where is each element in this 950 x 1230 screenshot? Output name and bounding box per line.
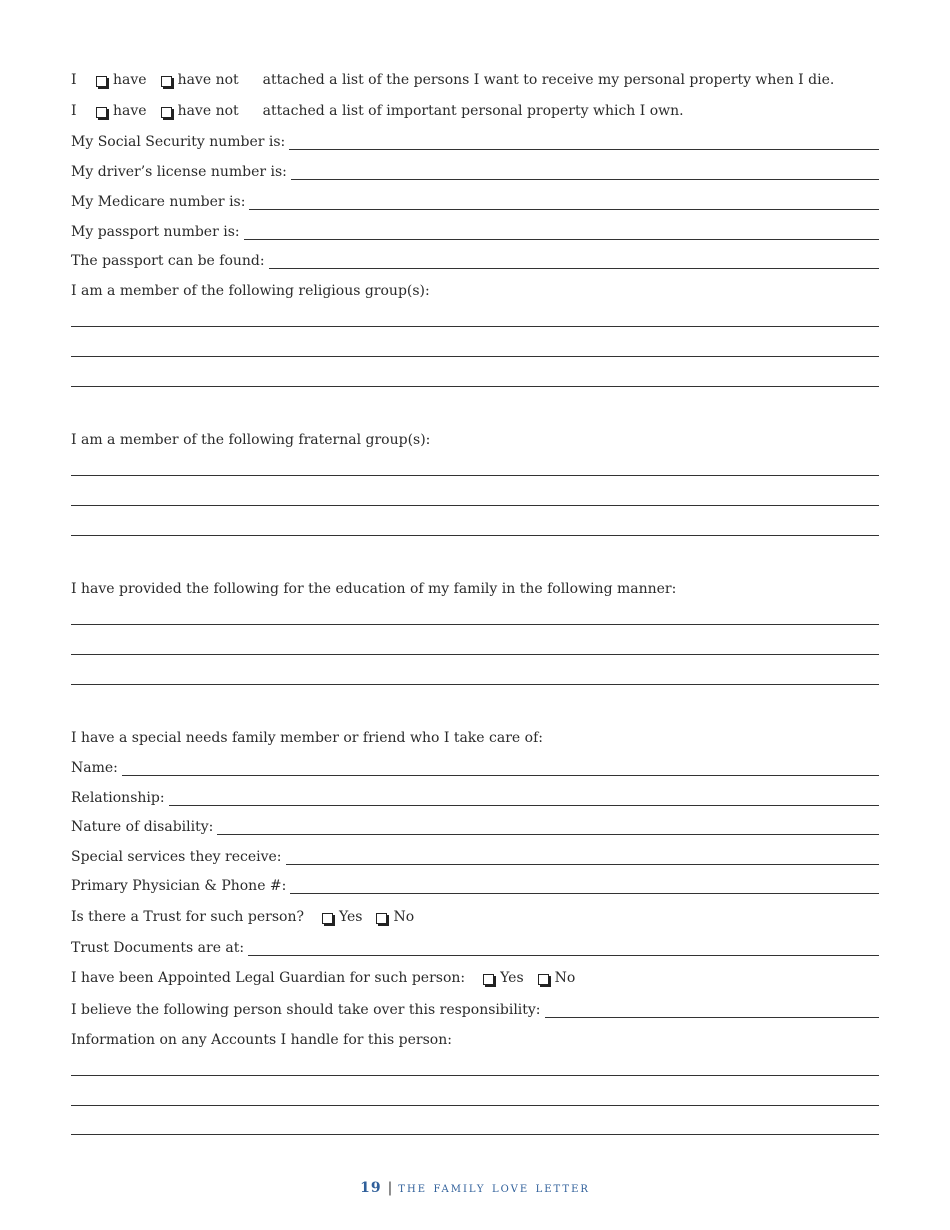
checkbox-icon — [161, 107, 172, 118]
education-line[interactable] — [71, 684, 879, 685]
have-label: have — [113, 72, 147, 88]
medicare-field[interactable] — [249, 195, 879, 210]
have-not-checkbox[interactable] — [161, 72, 239, 88]
successor-label: I believe the following person should take over this responsibility: — [71, 1002, 541, 1018]
physician-field[interactable] — [290, 879, 879, 894]
education-line[interactable] — [71, 654, 879, 655]
have-checkbox[interactable] — [96, 103, 147, 119]
medicare-row — [71, 188, 879, 210]
license-field[interactable] — [291, 165, 879, 180]
trust-question-row — [71, 903, 879, 925]
medicare-label: My Medicare number is: — [71, 194, 246, 210]
attach-property-text: attached a list of important personal property which I own. — [262, 103, 684, 119]
physician-label: Primary Physician & Phone #: — [71, 878, 287, 894]
have-checkbox[interactable] — [96, 72, 147, 88]
passport-row — [71, 218, 879, 240]
services-field[interactable] — [286, 850, 879, 865]
physician-row — [71, 872, 879, 894]
religious-line[interactable] — [71, 356, 879, 357]
have-not-label: have not — [177, 72, 239, 88]
fraternal-line[interactable] — [71, 505, 879, 506]
trust-no-checkbox[interactable] — [376, 909, 414, 925]
page-number: 19 — [360, 1180, 382, 1196]
checkbox-icon — [96, 76, 107, 87]
disability-field[interactable] — [217, 820, 879, 835]
guardian-no-checkbox[interactable] — [538, 970, 576, 986]
footer-separator: | — [387, 1180, 393, 1196]
trust-question: Is there a Trust for such person? — [71, 909, 304, 925]
pronoun: I — [71, 103, 77, 119]
relationship-row — [71, 784, 879, 806]
passport-location-label: The passport can be found: — [71, 253, 265, 269]
trust-yes-checkbox[interactable] — [322, 909, 363, 925]
checkbox-icon — [322, 913, 333, 924]
relationship-label: Relationship: — [71, 790, 165, 806]
services-row — [71, 843, 879, 865]
guardian-question: I have been Appointed Legal Guardian for such person: — [71, 970, 466, 986]
checkbox-icon — [483, 974, 494, 985]
fraternal-line[interactable] — [71, 535, 879, 536]
no-label: No — [393, 909, 415, 925]
license-label: My driver’s license number is: — [71, 164, 287, 180]
services-label: Special services they receive: — [71, 849, 282, 865]
guardian-yes-checkbox[interactable] — [483, 970, 524, 986]
passport-location-field[interactable] — [269, 254, 879, 269]
license-row — [71, 158, 879, 180]
education-line[interactable] — [71, 624, 879, 625]
successor-field[interactable] — [545, 1003, 879, 1018]
accounts-line[interactable] — [71, 1134, 879, 1135]
attach-property-row — [71, 97, 879, 119]
passport-location-row — [71, 247, 879, 269]
attach-persons-row — [71, 66, 879, 88]
education-heading-row — [71, 575, 879, 597]
accounts-heading-row — [71, 1026, 879, 1048]
religious-heading-row — [71, 277, 879, 299]
passport-label: My passport number is: — [71, 224, 240, 240]
accounts-heading: Information on any Accounts I handle for this person: — [71, 1032, 452, 1048]
page-footer — [0, 1178, 950, 1198]
trust-docs-field[interactable] — [248, 941, 879, 956]
passport-field[interactable] — [244, 225, 879, 240]
accounts-line[interactable] — [71, 1105, 879, 1106]
checkbox-icon — [96, 107, 107, 118]
successor-row — [71, 996, 879, 1018]
footer-title: the family love letter — [398, 1180, 590, 1196]
no-label: No — [554, 970, 576, 986]
ssn-field[interactable] — [289, 135, 879, 150]
trust-docs-label: Trust Documents are at: — [71, 940, 245, 956]
name-row — [71, 754, 879, 776]
religious-line[interactable] — [71, 326, 879, 327]
have-not-checkbox[interactable] — [161, 103, 239, 119]
pronoun: I — [71, 72, 77, 88]
accounts-line[interactable] — [71, 1075, 879, 1076]
checkbox-icon — [376, 913, 387, 924]
relationship-field[interactable] — [169, 791, 879, 806]
guardian-question-row — [71, 964, 879, 986]
education-heading: I have provided the following for the education of my family in the following manner: — [71, 581, 677, 597]
name-field[interactable] — [122, 761, 879, 776]
name-label: Name: — [71, 760, 118, 776]
checkbox-icon — [161, 76, 172, 87]
special-needs-heading-row — [71, 724, 879, 746]
fraternal-line[interactable] — [71, 475, 879, 476]
yes-label: Yes — [338, 909, 363, 925]
religious-heading: I am a member of the following religious group(s): — [71, 283, 430, 299]
ssn-row — [71, 128, 879, 150]
attach-persons-text: attached a list of the persons I want to receive my personal property when I die. — [262, 72, 835, 88]
trust-docs-row — [71, 934, 879, 956]
fraternal-heading: I am a member of the following fraternal group(s): — [71, 432, 431, 448]
special-needs-heading: I have a special needs family member or friend who I take care of: — [71, 730, 543, 746]
checkbox-icon — [538, 974, 549, 985]
have-label: have — [113, 103, 147, 119]
disability-row — [71, 813, 879, 835]
yes-label: Yes — [500, 970, 524, 986]
fraternal-heading-row — [71, 426, 879, 448]
disability-label: Nature of disability: — [71, 819, 214, 835]
have-not-label: have not — [177, 103, 239, 119]
ssn-label: My Social Security number is: — [71, 134, 286, 150]
religious-line[interactable] — [71, 386, 879, 387]
